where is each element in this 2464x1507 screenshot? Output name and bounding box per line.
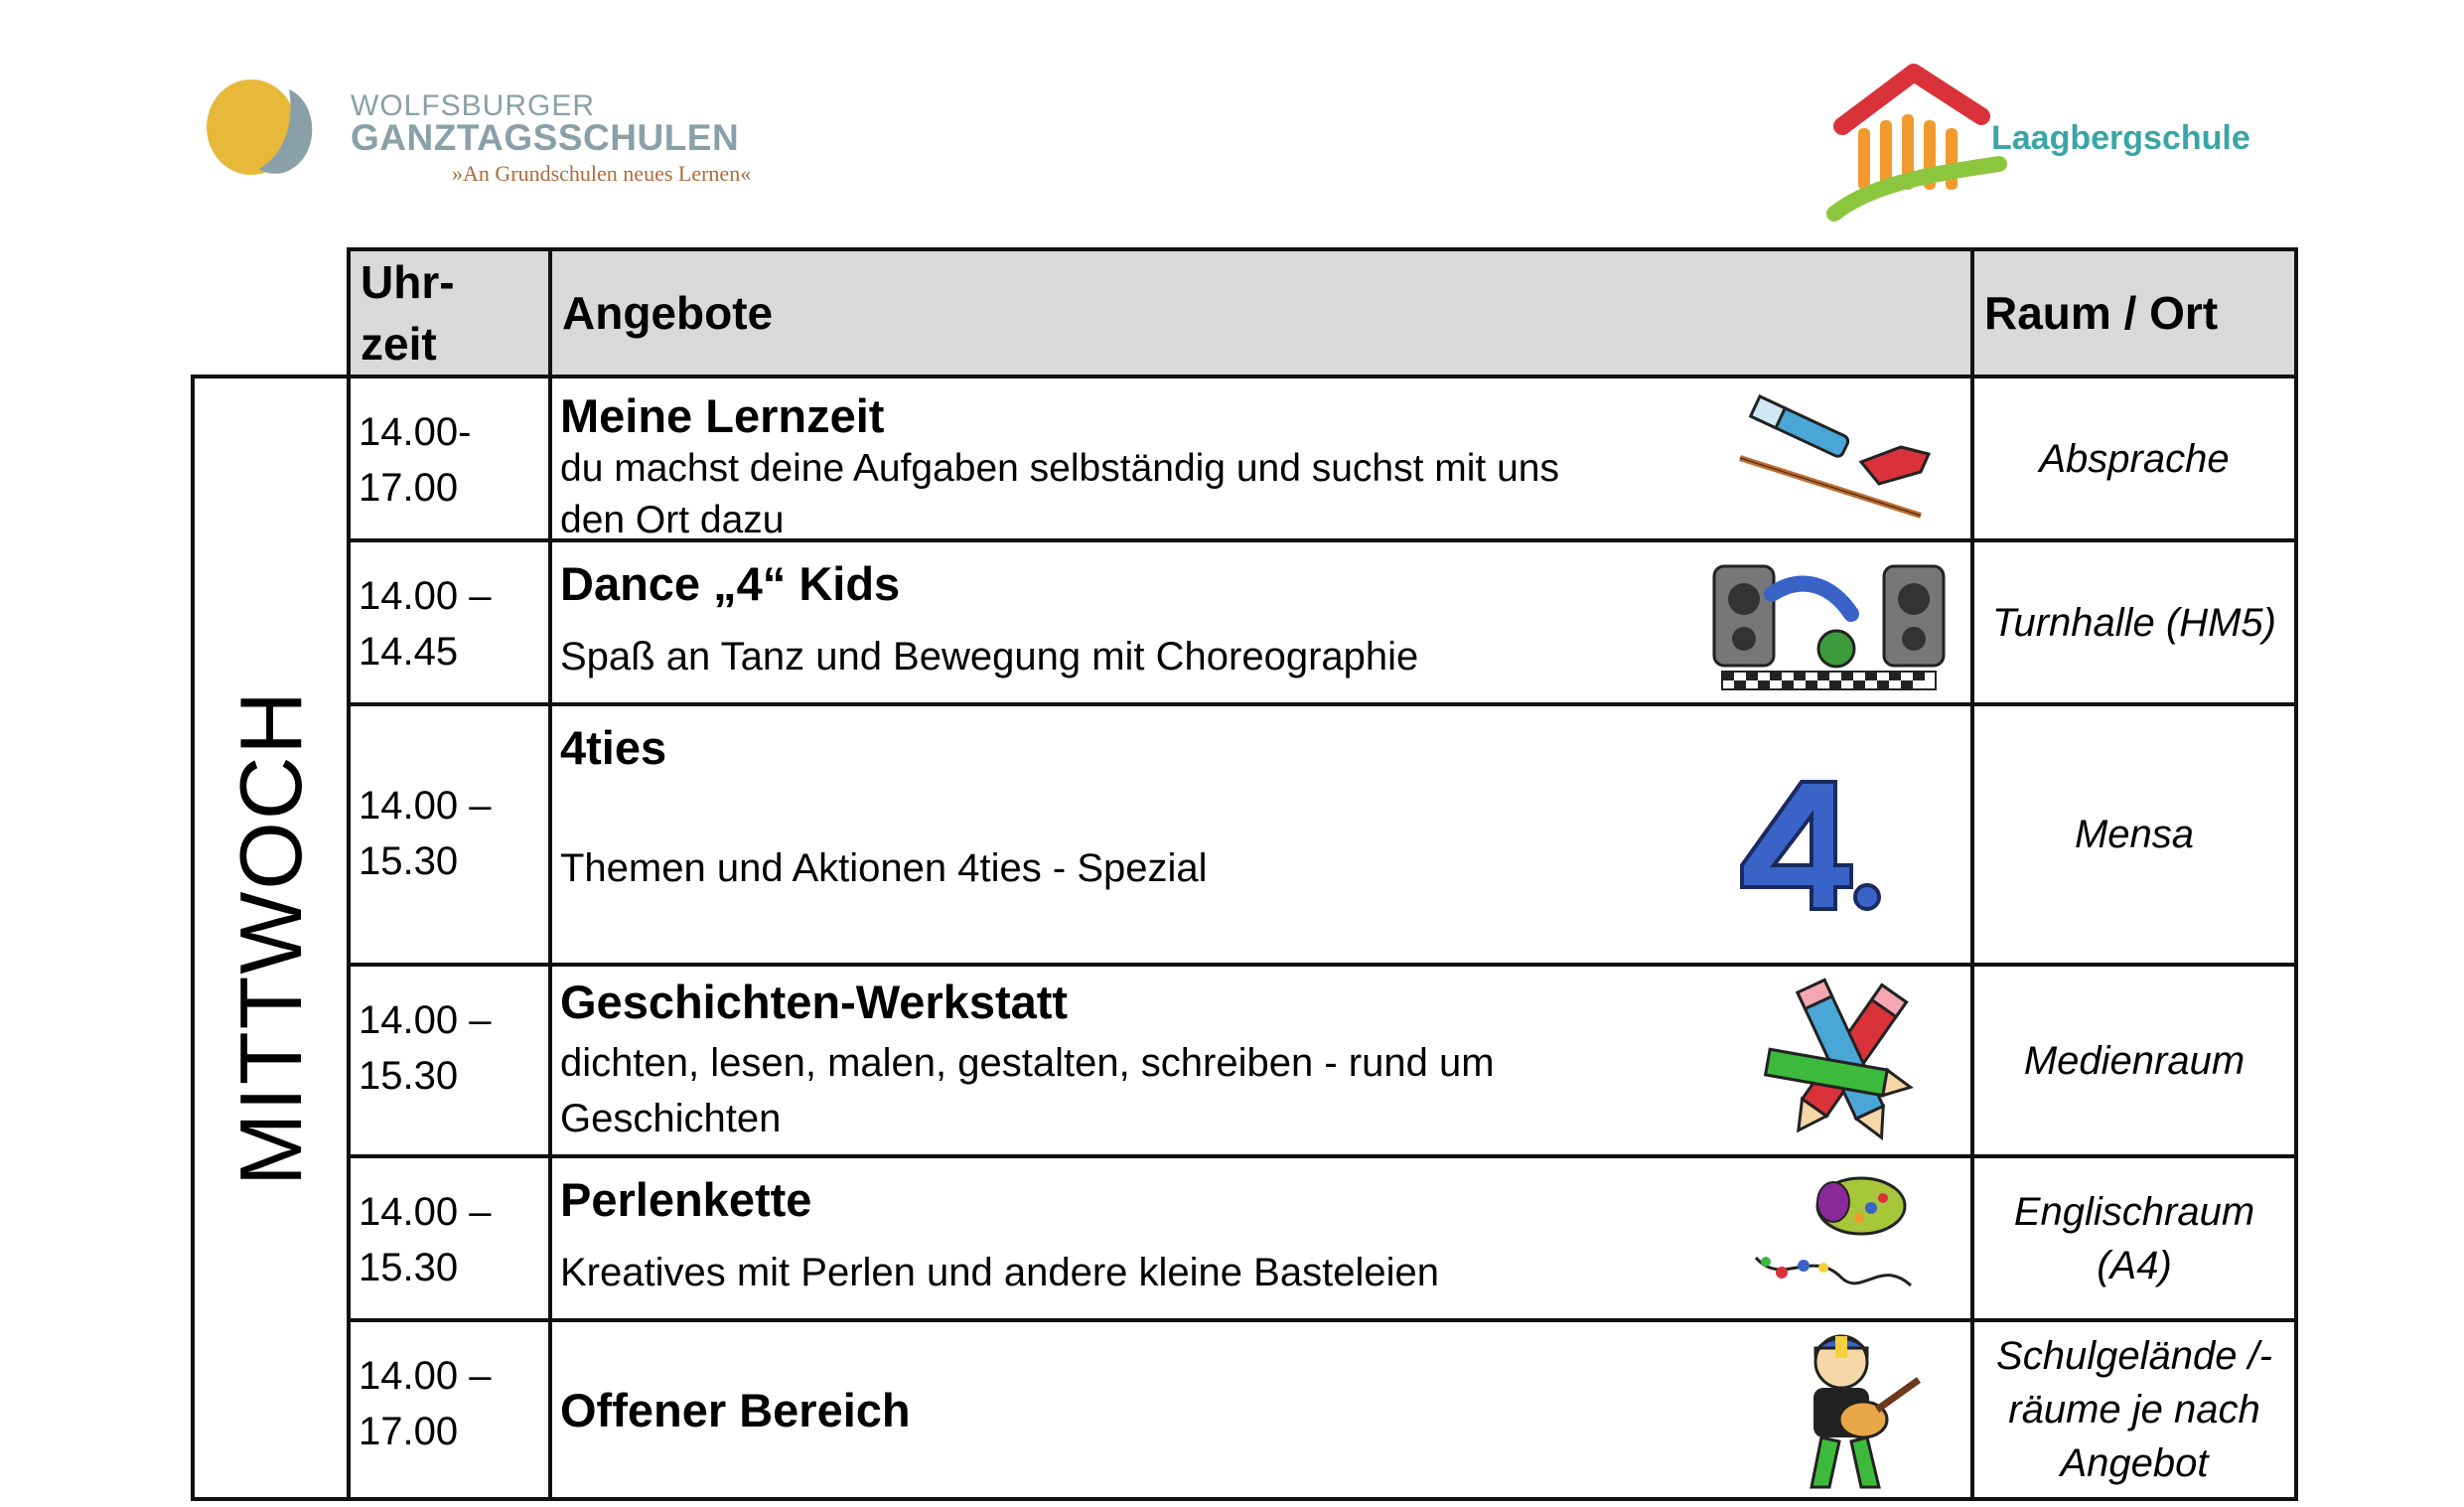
offer-title: Perlenkette <box>560 1173 812 1226</box>
offer-description: Kreatives mit Perlen und andere kleine Basteleien <box>560 1251 1439 1294</box>
row-offer <box>550 1156 1972 1320</box>
table-row <box>193 704 2296 965</box>
row-time: 14.00 – 15.30 <box>349 1156 550 1320</box>
header-offers: Angebote <box>550 249 1972 377</box>
row-time: 14.00 – 15.30 <box>349 704 550 965</box>
row-time: 14.00 – 14.45 <box>349 540 550 704</box>
logo-line-1: WOLFSBURGER <box>351 89 596 122</box>
offer-description: dichten, lesen, malen, gestalten, schreiben - rund um Geschichten <box>560 1041 1495 1140</box>
table-row <box>193 540 2296 704</box>
row-place: Englischraum (A4) <box>1972 1156 2296 1320</box>
row-place: Medienraum <box>1972 965 2296 1156</box>
wolfsburger-ganztagsschulen-logo <box>204 70 859 189</box>
row-offer <box>550 1320 1972 1499</box>
crossed-pencils-icon <box>1737 975 1956 1149</box>
guitar-kid-icon <box>1782 1332 1921 1491</box>
offer-title: Offener Bereich <box>560 1383 911 1436</box>
table-header-row <box>193 249 2296 377</box>
schedule-table <box>191 247 2298 1501</box>
row-offer <box>550 704 1972 965</box>
number-four-icon <box>1732 776 1881 915</box>
offer-title: Meine Lernzeit <box>560 389 885 442</box>
header-blank <box>193 249 349 377</box>
beads-icon <box>1752 1168 1921 1307</box>
school-supplies-icon <box>1732 392 1931 522</box>
row-place: Absprache <box>1972 377 2296 540</box>
row-place: Mensa <box>1972 704 2296 965</box>
table-row <box>193 1156 2296 1320</box>
wolfsburger-logo-mark-icon <box>204 70 323 179</box>
day-label: MITTWOCH <box>220 689 320 1186</box>
row-place: Schulgelände /-räume je nach Angebot <box>1972 1320 2296 1499</box>
row-offer <box>550 540 1972 704</box>
header-time: Uhr- zeit <box>349 249 550 377</box>
offer-title: Geschichten-Werkstatt <box>560 976 1069 1028</box>
offer-description: Spaß an Tanz und Bewegung mit Choreographie <box>560 635 1419 678</box>
row-time: 14.00 – 17.00 <box>349 1320 550 1499</box>
table-row <box>193 1320 2296 1499</box>
school-name: Laagbergschule <box>1991 119 2250 157</box>
row-place: Turnhalle (HM5) <box>1972 540 2296 704</box>
row-time: 14.00 – 15.30 <box>349 965 550 1156</box>
table-row <box>193 965 2296 1156</box>
school-house-icon <box>1822 65 2001 224</box>
laagbergschule-logo <box>1822 65 2289 224</box>
row-time: 14.00- 17.00 <box>349 377 550 540</box>
day-cell <box>193 377 349 1499</box>
logo-tagline: »An Grundschulen neues Lernen« <box>452 161 752 186</box>
row-offer <box>550 377 1972 540</box>
offer-title: 4ties <box>560 721 667 774</box>
row-offer <box>550 965 1972 1156</box>
table-row <box>193 377 2296 540</box>
logo-line-2: GANZTAGSSCHULEN <box>351 117 740 158</box>
offer-description: Themen und Aktionen 4ties - Spezial <box>560 846 1208 890</box>
header-place: Raum / Ort <box>1972 249 2296 377</box>
offer-title: Dance „4“ Kids <box>560 557 901 610</box>
offer-description: du machst deine Aufgaben selbständig und suchst mit uns den Ort dazu <box>560 447 1559 541</box>
breakdancer-icon <box>1712 554 1946 693</box>
